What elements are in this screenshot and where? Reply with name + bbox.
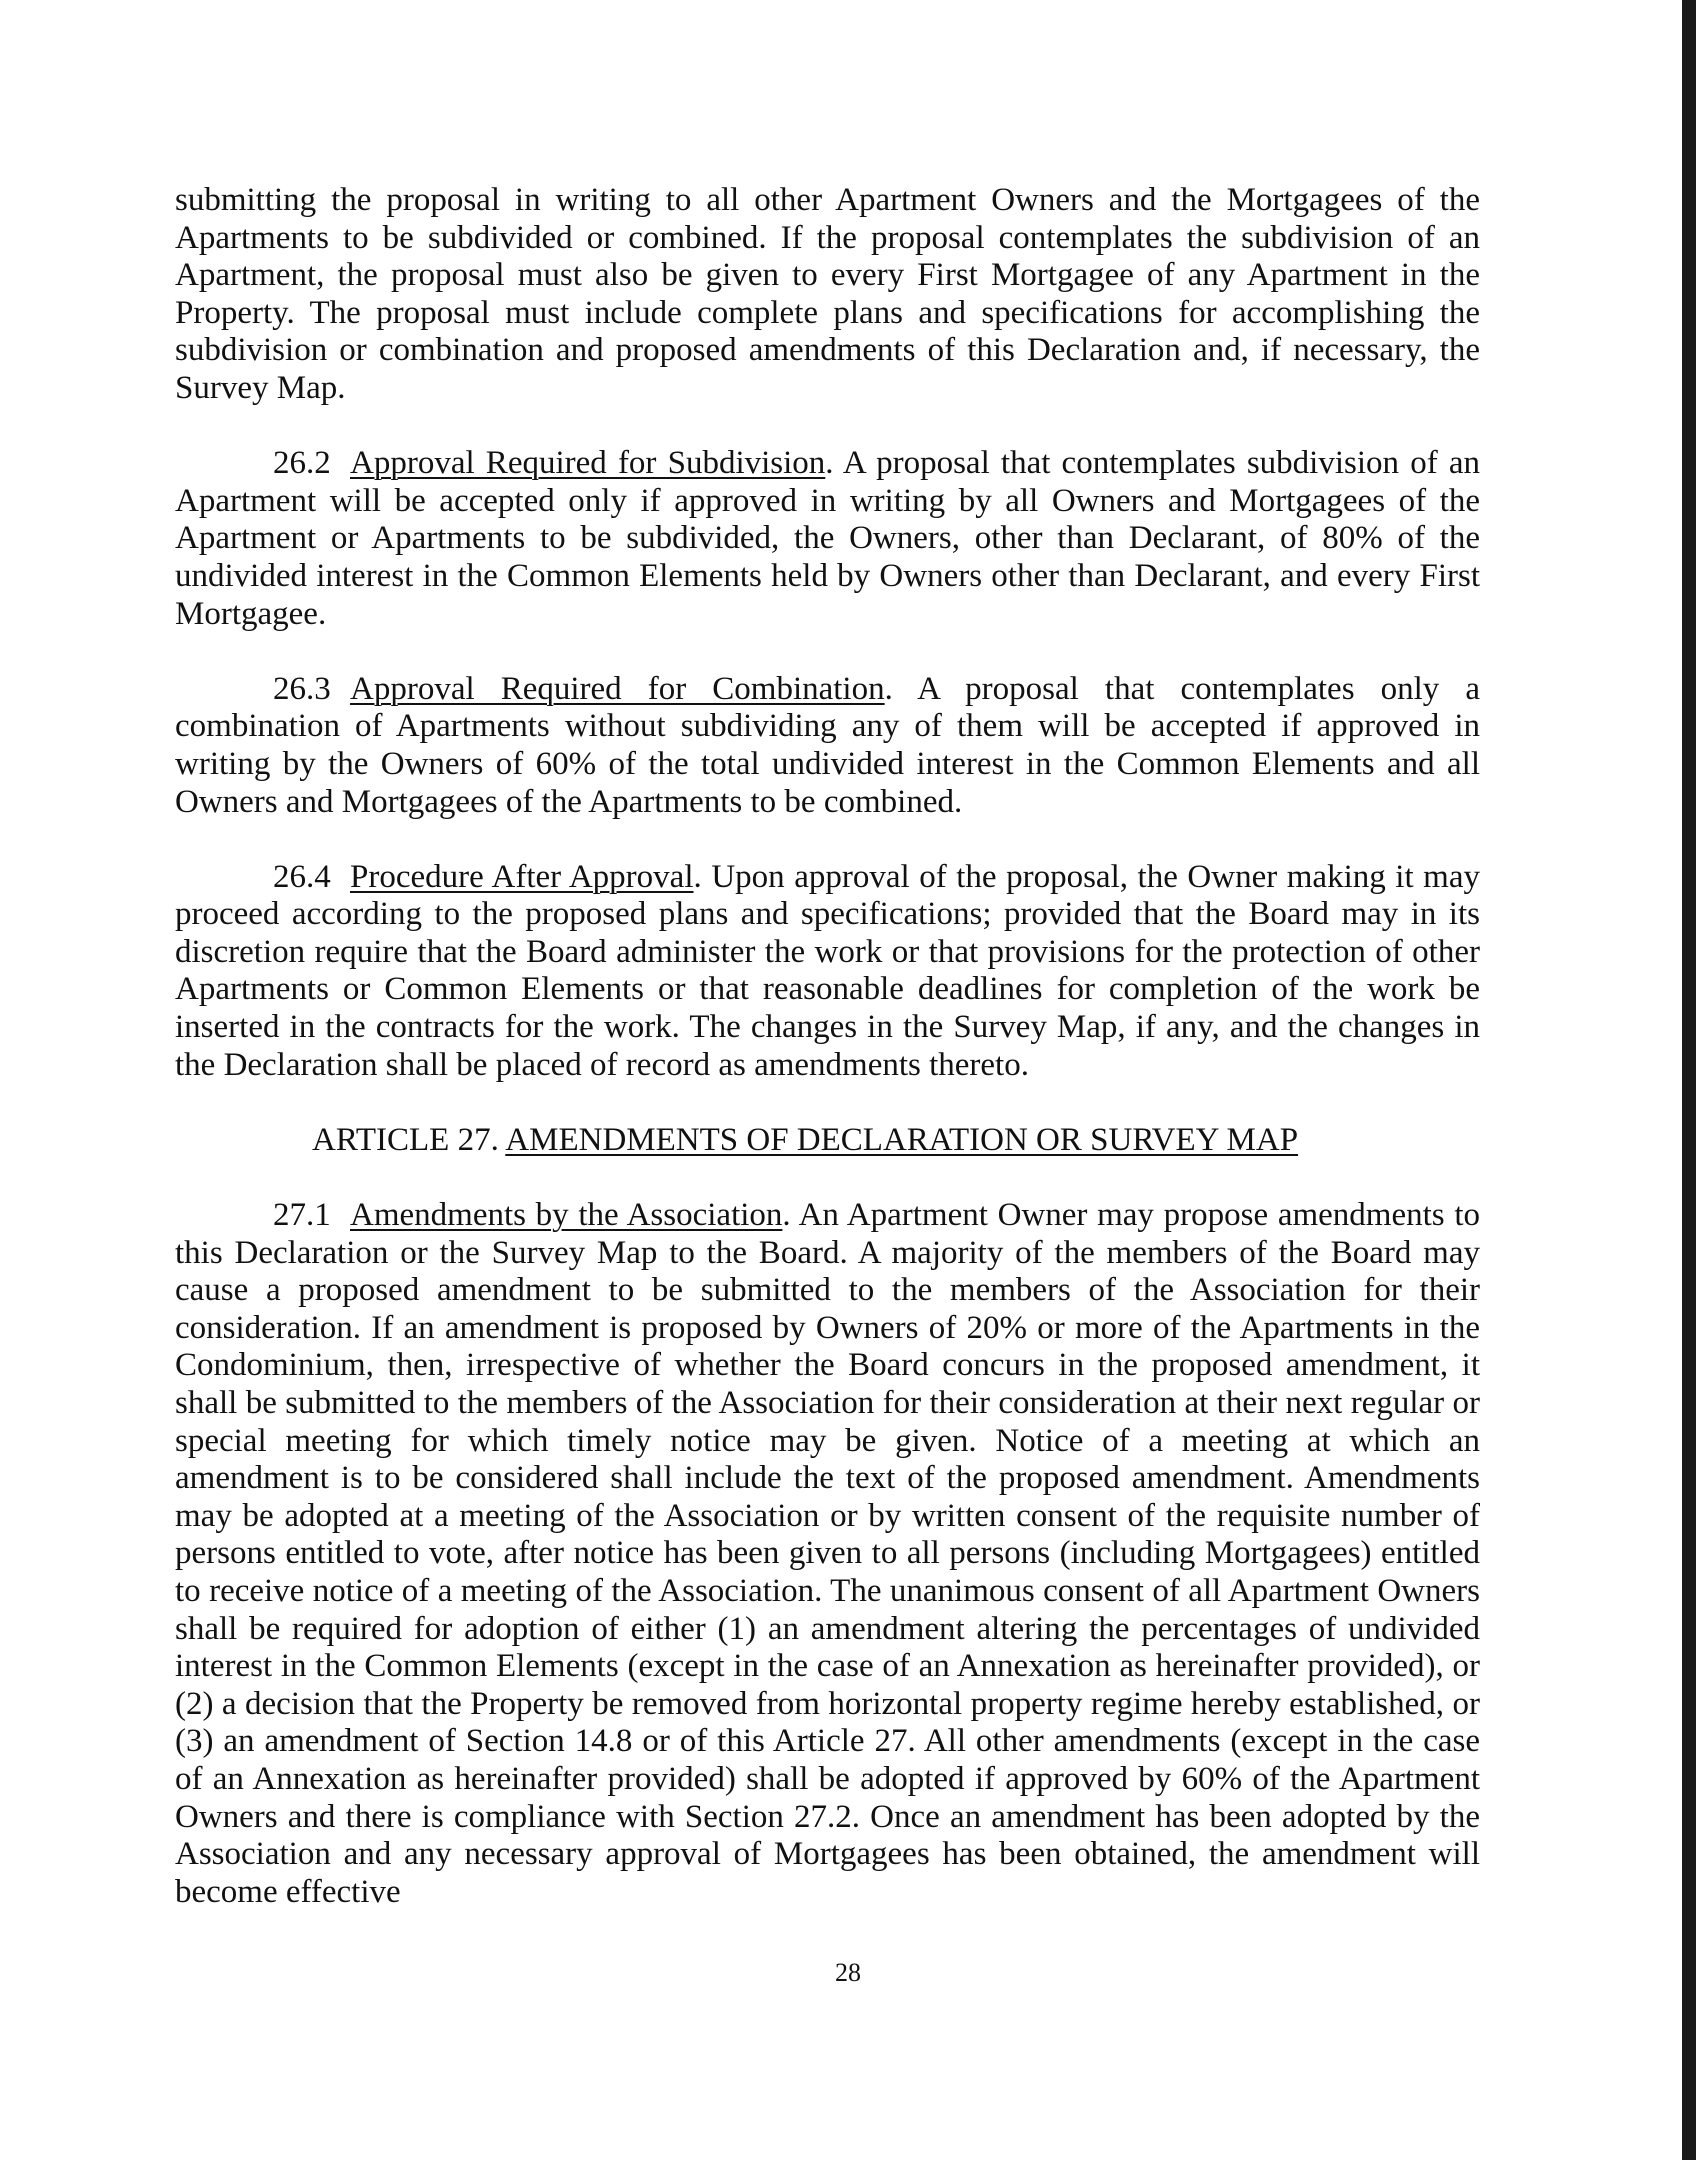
section-body: A proposal that contemplates subdivision of an Apartment will be accepted only if approved in writing by all Owners and Mortgagees of the Apartment or Apartments to be subdivided, the Owners, other than Declarant, of 80% of the undivided interest in the Common Elements held by Owners other than Declarant, and every First Mortgagee. [175,445,1480,632]
section-heading: Amendments by the Association [350,1197,783,1234]
article-prefix: ARTICLE 27. [312,1121,499,1158]
page-number: 28 [835,1958,861,1987]
article-heading [175,1122,1480,1160]
section-27-1: 27.1 Amendments by the Association. An Apartment Owner may propose amendments to this Declaration or the Survey Map to the Board. A majority of the members of the Board may cause a proposed amendment to be submitted to the members of the Association for their consideration. If an amendment is proposed by Owners of 20% or more of the Apartments in the Condominium, then, irrespective of whether the Board concurs in the proposed amendment, it shall be submitted to the members of the Association for their consideration at their next regular or special meeting for which timely notice may be given. Notice of a meeting at which an amendment is to be considered shall include the text of the proposed amendment. Amendments may be adopted at a meeting of the Association or by written consent of the requisite number of persons entitled to vote, after notice has been given to all persons (including Mortgagees) entitled to receive notice of a meeting of the Association. The unanimous consent of all Apartment Owners shall be required for adoption of either (1) an amendment altering the percentages of undivided interest in the Common Elements (except in the case of an Annexation as hereinafter provided), or (2) a decision that the Property be removed from horizontal property regime hereby established, or (3) an amendment of Section 14.8 or of this Article 27. All other amendments (except in the case of an Annexation as hereinafter provided) shall be adopted if approved by 60% of the Apartment Owners and there is compliance with Section 27.2. Once an amendment has been adopted by the Association and any necessary approval of Mortgagees has been obtained, the amendment will become effective [175,1197,1480,1910]
section-heading: Procedure After Approval [350,858,694,895]
section-number: 27.1 [273,1197,331,1234]
intro-paragraph: submitting the proposal in writing to all other Apartment Owners and the Mortgagees of the Apartments to be subdivided or combined. If the proposal contemplates the subdivision of an Apartment, the proposal must also be given to every First Mortgagee of any Apartment in the Property. The proposal must include complete plans and specifications for accomplishing the subdivision or combination and proposed amendments of this Declaration and, if necessary, the Survey Map. [175,182,1480,406]
spacer [175,408,1480,446]
section-number: 26.3 [273,670,331,707]
section-heading: Approval Required for Combination [350,670,885,707]
scan-edge [1682,0,1696,2160]
page-body [175,182,1480,1911]
spacer [175,633,1480,671]
section-26-2: 26.2 Approval Required for Subdivision. A proposal that contemplates subdivision of an Apartment will be accepted only if approved in writing by all Owners and Mortgagees of the Apartment or Apartments to be subdivided, the Owners, other than Declarant, of 80% of the undivided interest in the Common Elements held by Owners other than Declarant, and every First Mortgagee. [175,445,1480,632]
article-title: AMENDMENTS OF DECLARATION OR SURVEY MAP [505,1121,1299,1158]
section-number: 26.4 [273,858,331,895]
spacer [175,1159,1480,1197]
section-26-4: 26.4 Procedure After Approval. Upon approval of the proposal, the Owner making it may proceed according to the proposed plans and specifications; provided that the Board may in its discretion require that the Board administer the work or that provisions for the protection of other Apartments or Common Elements or that reasonable deadlines for completion of the work be inserted in the contracts for the work. The changes in the Survey Map, if any, and the changes in the Declaration shall be placed of record as amendments thereto. [175,858,1480,1083]
section-body: A proposal that contemplates only a combination of Apartments without subdividing any of them will be accepted if approved in writing by the Owners of 60% of the total undivided interest in the Common Elements and all Owners and Mortgagees of the Apartments to be combined. [175,670,1480,820]
section-26-3: 26.3 Approval Required for Combination. A proposal that contemplates only a combination of Apartments without subdividing any of them will be accepted if approved in writing by the Owners of 60% of the total undivided interest in the Common Elements and all Owners and Mortgagees of the Apartments to be combined. [175,670,1480,820]
section-body: An Apartment Owner may propose amendments to this Declaration or the Survey Map to the Board. A majority of the members of the Board may cause a proposed amendment to be submitted to the members of the Association for their consideration. If an amendment is proposed by Owners of 20% or more of the Apartments in the Condominium, then, irrespective of whether the Board concurs in the proposed amendment, it shall be submitted to the members of the Association for their consideration at their next regular or special meeting for which timely notice may be given. Notice of a meeting at which an amendment is to be considered shall include the text of the proposed amendment. Amendments may be adopted at a meeting of the Association or by written consent of the requisite number of persons entitled to vote, after notice has been given to all persons (including Mortgagees) entitled to receive notice of a meeting of the Association. The unanimous consent of all Apartment Owners shall be required for adoption of either (1) an amendment altering the percentages of undivided interest in the Common Elements (except in the case of an Annexation as hereinafter provided), or (2) a decision that the Property be removed from horizontal property regime hereby established, or (3) an amendment of Section 14.8 or of this Article 27. All other amendments (except in the case of an Annexation as hereinafter provided) shall be adopted if approved by 60% of the Apartment Owners and there is compliance with Section 27.2. Once an amendment has been adopted by the Association and any necessary approval of Mortgagees has been obtained, the amendment will become effective [175,1197,1480,1910]
spacer [175,1084,1480,1122]
section-body: Upon approval of the proposal, the Owner making it may proceed according to the proposed plans and specifications; provided that the Board may in its discretion require that the Board administer the work or that provisions for the protection of other Apartments or Common Elements or that reasonable deadlines for completion of the work be inserted in the contracts for the work. The changes in the Survey Map, if any, and the changes in the Declaration shall be placed of record as amendments thereto. [175,858,1480,1083]
section-number: 26.2 [273,445,331,482]
section-heading: Approval Required for Subdivision [350,445,826,482]
spacer [175,821,1480,859]
